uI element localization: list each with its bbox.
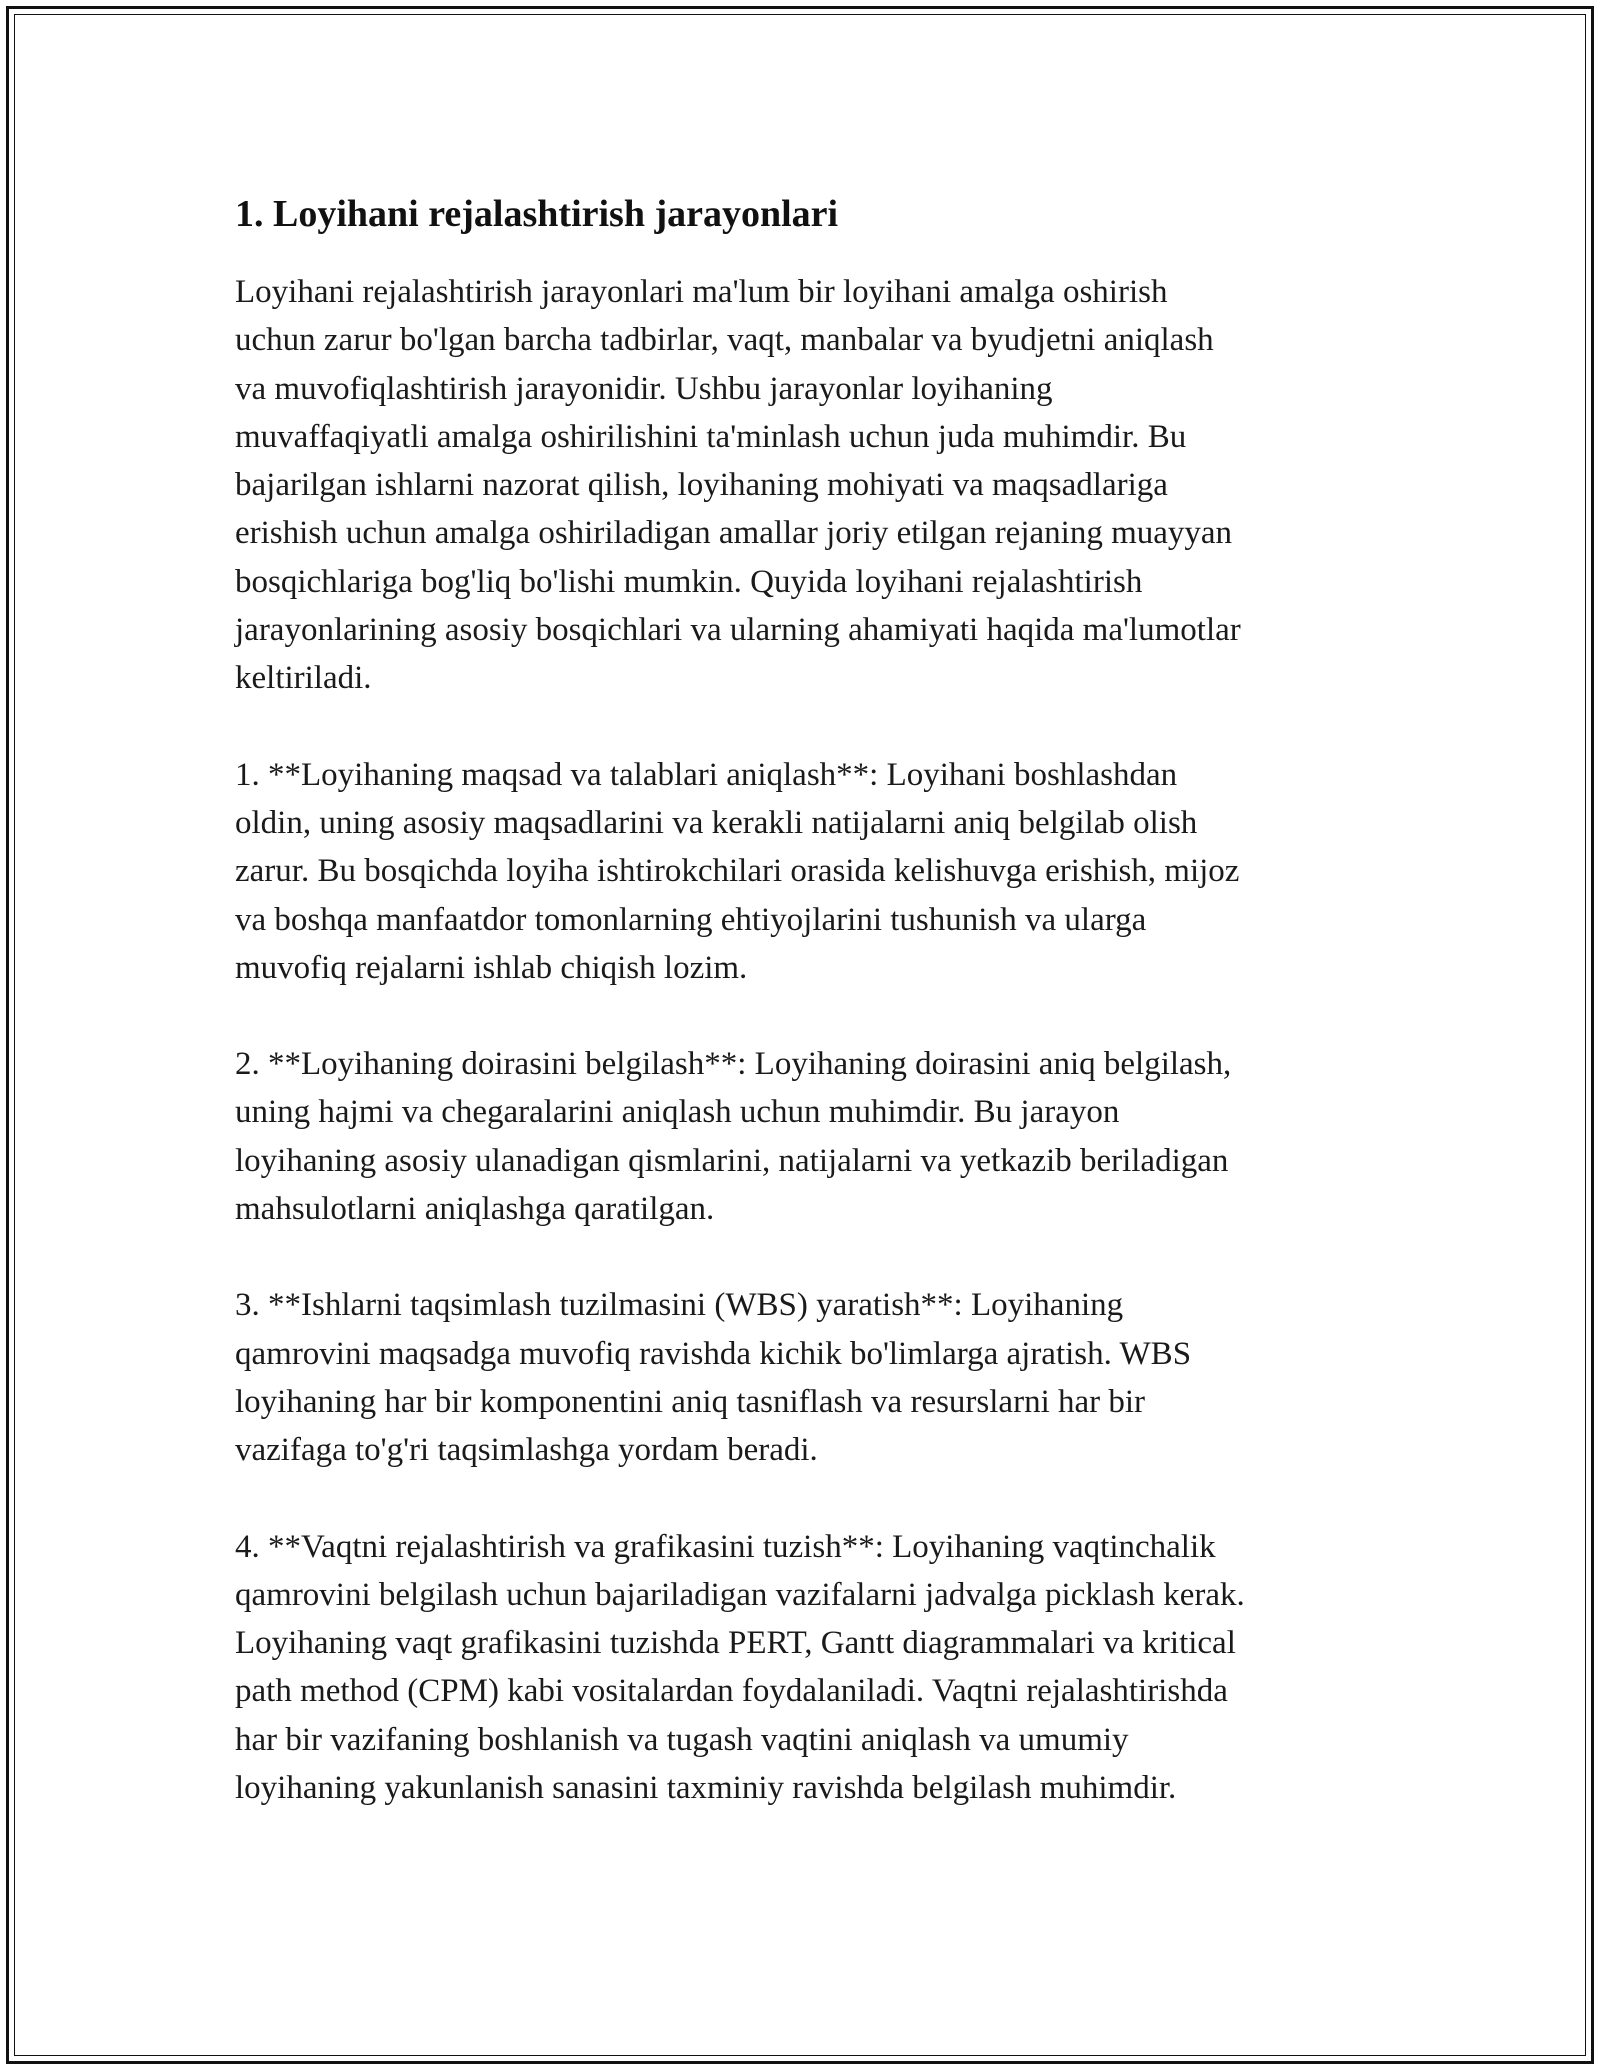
text-line: muvaffaqiyatli amalga oshirilishini ta'minlash uchun juda muhimdir. Bu [235,418,1187,455]
text-line: qamrovini belgilash uchun bajariladigan vazifalarni jadvalga picklash kerak. [235,1576,1245,1613]
paragraph-step-3 [235,1281,1375,1474]
text-line: 2. **Loyihaning doirasini belgilash**: Loyihaning doirasini aniq belgilash, [235,1046,1232,1083]
text-line: erishish uchun amalga oshiriladigan amallar joriy etilgan rejaning muayyan [235,515,1233,552]
text-line: muvofiq rejalarni ishlab chiqish lozim. [235,949,748,986]
text-line: Loyihani rejalashtirish jarayonlari ma'lum bir loyihani amalga oshirish [235,274,1168,310]
document-body [235,186,1375,1860]
paragraph-step-4 [235,1523,1375,1813]
text-line: uning hajmi va chegaralarini aniqlash uchun muhimdir. Bu jarayon [235,1094,1120,1131]
text-line: qamrovini maqsadga muvofiq ravishda kichik bo'limlarga ajratish. WBS [235,1335,1192,1372]
text-line: 1. **Loyihaning maqsad va talablari aniqlash**: Loyihani boshlashdan [235,756,1178,793]
text-line: har bir vazifaning boshlanish va tugash vaqtini aniqlash va umumiy [235,1721,1129,1758]
text-line: vazifaga to'g'ri taqsimlashga yordam beradi. [235,1432,818,1469]
text-line: loyihaning har bir komponentini aniq tasniflash va resurslarni har bir [235,1383,1146,1420]
paragraph-step-1 [235,751,1375,992]
text-line: va boshqa manfaatdor tomonlarning ehtiyojlarini tushunish va ularga [235,901,1147,938]
text-line: keltiriladi. [235,660,372,697]
document-title: 1. Loyihani rejalashtirish jarayonlari [235,193,839,235]
text-line: bajarilgan ishlarni nazorat qilish, loyihaning mohiyati va maqsadlariga [235,467,1168,504]
text-line: loyihaning yakunlanish sanasini taxminiy ravishda belgilash muhimdir. [235,1770,1177,1807]
text-line: bosqichlariga bog'liq bo'lishi mumkin. Quyida loyihani rejalashtirish [235,563,1143,600]
text-line: 3. **Ishlarni taqsimlash tuzilmasini (WBS) yaratish**: Loyihaning [235,1287,1124,1324]
text-line: zarur. Bu bosqichda loyiha ishtirokchilari orasida kelishuvga erishish, mijoz [235,853,1240,890]
paragraph-intro [235,268,1375,703]
text-line: 4. **Vaqtni rejalashtirish va grafikasini tuzish**: Loyihaning vaqtinchalik [235,1528,1216,1565]
text-line: loyihaning asosiy ulanadigan qismlarini, natijalarni va yetkazib beriladigan [235,1142,1229,1179]
text-line: va muvofiqlashtirish jarayonidir. Ushbu jarayonlar loyihaning [235,370,1053,407]
text-line: path method (CPM) kabi vositalardan foydalaniladi. Vaqtni rejalashtirishda [235,1673,1228,1710]
text-line: uchun zarur bo'lgan barcha tadbirlar, vaqt, manbalar va byudjetni aniqlash [235,322,1214,359]
text-line: mahsulotlarni aniqlashga qaratilgan. [235,1191,715,1228]
text-line: oldin, uning asosiy maqsadlarini va kerakli natijalarni aniq belgilab olish [235,804,1198,841]
paragraph-step-2 [235,1040,1375,1233]
text-line: Loyihaning vaqt grafikasini tuzishda PERT, Gantt diagrammalari va kritical [235,1625,1236,1662]
text-line: jarayonlarining asosiy bosqichlari va ularning ahamiyati haqida ma'lumotlar [235,612,1241,649]
